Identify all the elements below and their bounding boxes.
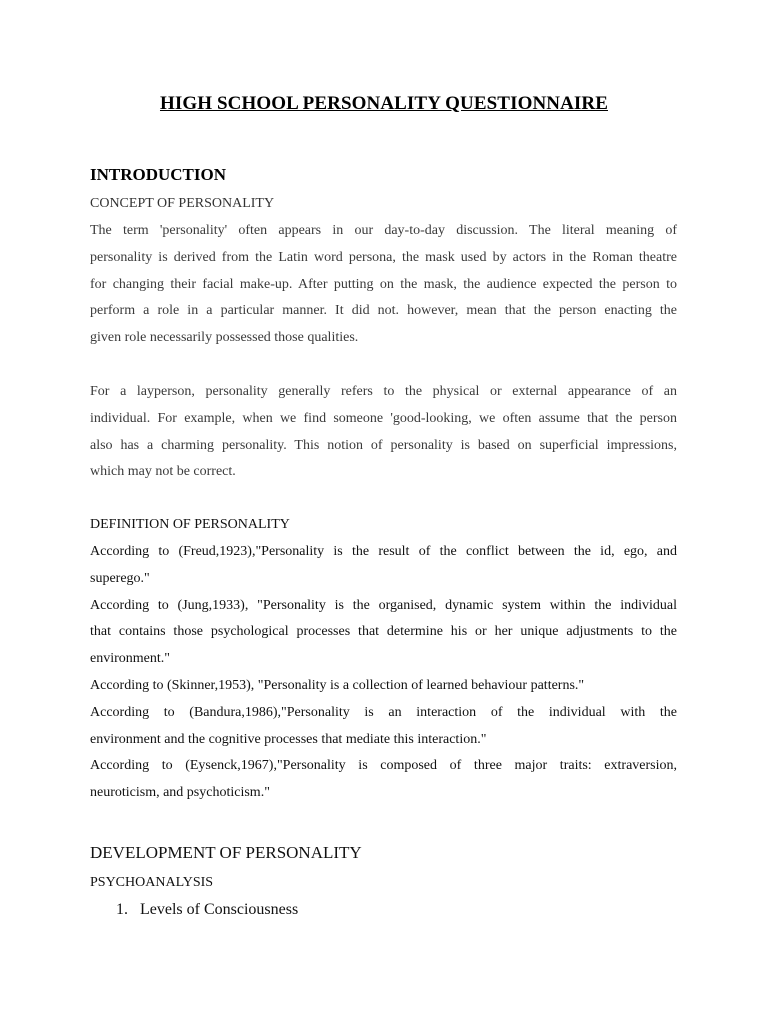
psychoanalysis-heading: PSYCHOANALYSIS [90,875,214,890]
definition-line: According to (Jung,1933), "Personality is the organised, dynamic system within the individual [90,597,677,613]
list-item-text: Levels of Consciousness [140,901,299,918]
definition-line: environment and the cognitive processes that mediate this interaction." [90,731,487,747]
definition-line: According to (Freud,1923),"Personality is the result of the conflict between the id, ego, and [90,544,677,559]
paragraph-line: individual. For example, when we find someone 'good-looking, we often assume that the person [90,410,677,426]
definition-heading: DEFINITION OF PERSONALITY [90,517,290,532]
paragraph-line: personality is derived from the Latin word persona, the mask used by actors in the Roman theatre [90,249,677,265]
development-heading: DEVELOPMENT OF PERSONALITY [90,843,362,862]
list-item-number: 1. [116,901,128,918]
paragraph-line: given role necessarily possessed those qualities. [90,330,359,346]
concept-paragraph [90,218,677,352]
paragraph-line: For a layperson, personality generally refers to the physical or external appearance of an [90,384,677,399]
definition-line: According to (Eysenck,1967),"Personality is composed of three major traits: extraversion, [90,758,677,774]
introduction-heading: INTRODUCTION [90,165,227,184]
definition-line: According to (Skinner,1953), "Personality is a collection of learned behaviour patterns." [90,677,585,693]
paragraph-line: perform a role in a particular manner. It did not. however, mean that the person enacting the [90,303,677,319]
definition-list [90,539,677,807]
concept-heading: CONCEPT OF PERSONALITY [90,196,275,211]
paragraph-line: The term 'personality' often appears in our day-to-day discussion. The literal meaning of [90,223,677,238]
paragraph-line: which may not be correct. [90,464,236,480]
definition-line: neuroticism, and psychoticism." [90,785,270,801]
layperson-paragraph [90,379,677,486]
definition-line: that contains those psychological processes that determine his or her unique adjustments to the [90,624,677,640]
definition-line: environment." [90,651,170,667]
definition-line: According to (Bandura,1986),"Personality is an interaction of the individual with the [90,704,677,720]
definition-line: superego." [90,570,150,586]
paragraph-line: for changing their facial make-up. After putting on the mask, the audience expected the person to [90,276,677,292]
paragraph-line: also has a charming personality. This notion of personality is based on superficial impressions, [90,437,677,453]
document-title: HIGH SCHOOL PERSONALITY QUESTIONNAIRE [159,93,608,114]
list-item [116,901,298,919]
